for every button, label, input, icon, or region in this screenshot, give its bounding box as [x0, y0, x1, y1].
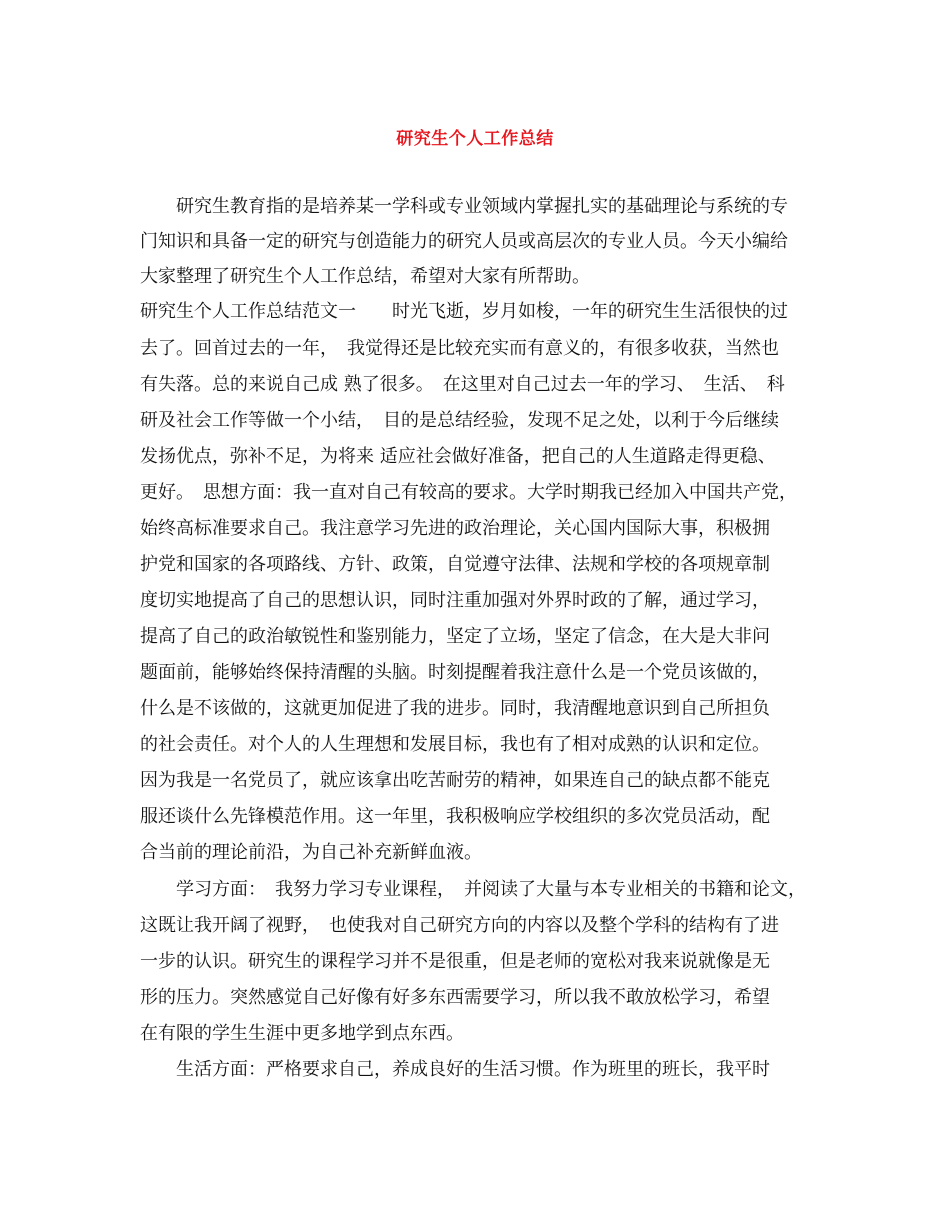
document-title: 研究生个人工作总结: [396, 129, 554, 149]
body-line: 护党和国家的各项路线、方针、政策，自觉遵守法律、法规和学校的各项规章制: [140, 554, 770, 575]
body-line: 提高了自己的政治敏锐性和鉴别能力，坚定了立场，坚定了信念，在大是大非问: [140, 626, 770, 647]
body-line: 一步的认识。研究生的课程学习并不是很重，但是老师的宽松对我来说就像是无: [140, 951, 770, 972]
body-line: 学习方面： 我努力学习专业课程， 并阅读了大量与本专业相关的书籍和论文，: [140, 879, 806, 900]
body-line: 研及社会工作等做一个小结， 目的是总结经验，发现不足之处，以利于今后继续: [140, 410, 779, 431]
body-line: 在有限的学生生涯中更多地学到点东西。: [140, 1023, 464, 1044]
body-line: 题面前，能够始终保持清醒的头脑。时刻提醒着我注意什么是一个党员该做的，: [140, 662, 770, 683]
body-line: 门知识和具备一定的研究与创造能力的研究人员或高层次的专业人员。今天小编给: [140, 231, 788, 252]
body-line: 研究生教育指的是培养某一学科或专业领域内掌握扎实的基础理论与系统的专: [140, 196, 788, 217]
body-line: 因为我是一名党员了，就应该拿出吃苦耐劳的精神，如果连自己的缺点都不能克: [140, 770, 770, 791]
body-line: 大家整理了研究生个人工作总结，希望对大家有所帮助。: [140, 266, 590, 287]
body-line: 合当前的理论前沿，为自己补充新鲜血液。: [140, 842, 482, 863]
body-line: 有失落。总的来说自己成 熟了很多。 在这里对自己过去一年的学习、 生活、 科: [140, 374, 785, 395]
body-line: 发扬优点，弥补不足，为将来 适应社会做好准备，把自己的人生道路走得更稳、: [140, 446, 776, 467]
body-line: 始终高标准要求自己。我注意学习先进的政治理论，关心国内国际大事，积极拥: [140, 518, 770, 539]
body-line: 形的压力。突然感觉自己好像有好多东西需要学习，所以我不敢放松学习，希望: [140, 987, 770, 1008]
body-line: 更好。 思想方面：我一直对自己有较高的要求。大学时期我已经加入中国共产党，: [140, 482, 797, 503]
body-line: 去了。回首过去的一年， 我觉得还是比较充实而有意义的，有很多收获，当然也: [140, 338, 779, 359]
body-line: 研究生个人工作总结范文一 时光飞逝，岁月如梭，一年的研究生生活很快的过: [140, 301, 788, 322]
body-line: 的社会责任。对个人的人生理想和发展目标，我也有了相对成熟的认识和定位。: [140, 734, 770, 755]
body-line: 什么是不该做的，这就更加促进了我的进步。同时，我清醒地意识到自己所担负: [140, 698, 770, 719]
body-line: 服还谈什么先锋模范作用。这一年里，我积极响应学校组织的多次党员活动，配: [140, 806, 770, 827]
body-line: 度切实地提高了自己的思想认识，同时注重加强对外界时政的了解，通过学习，: [140, 590, 770, 611]
body-line: 这既让我开阔了视野， 也使我对自己研究方向的内容以及整个学科的结构有了进: [140, 915, 779, 936]
body-line: 生活方面：严格要求自己，养成良好的生活习惯。作为班里的班长，我平时: [140, 1059, 770, 1080]
